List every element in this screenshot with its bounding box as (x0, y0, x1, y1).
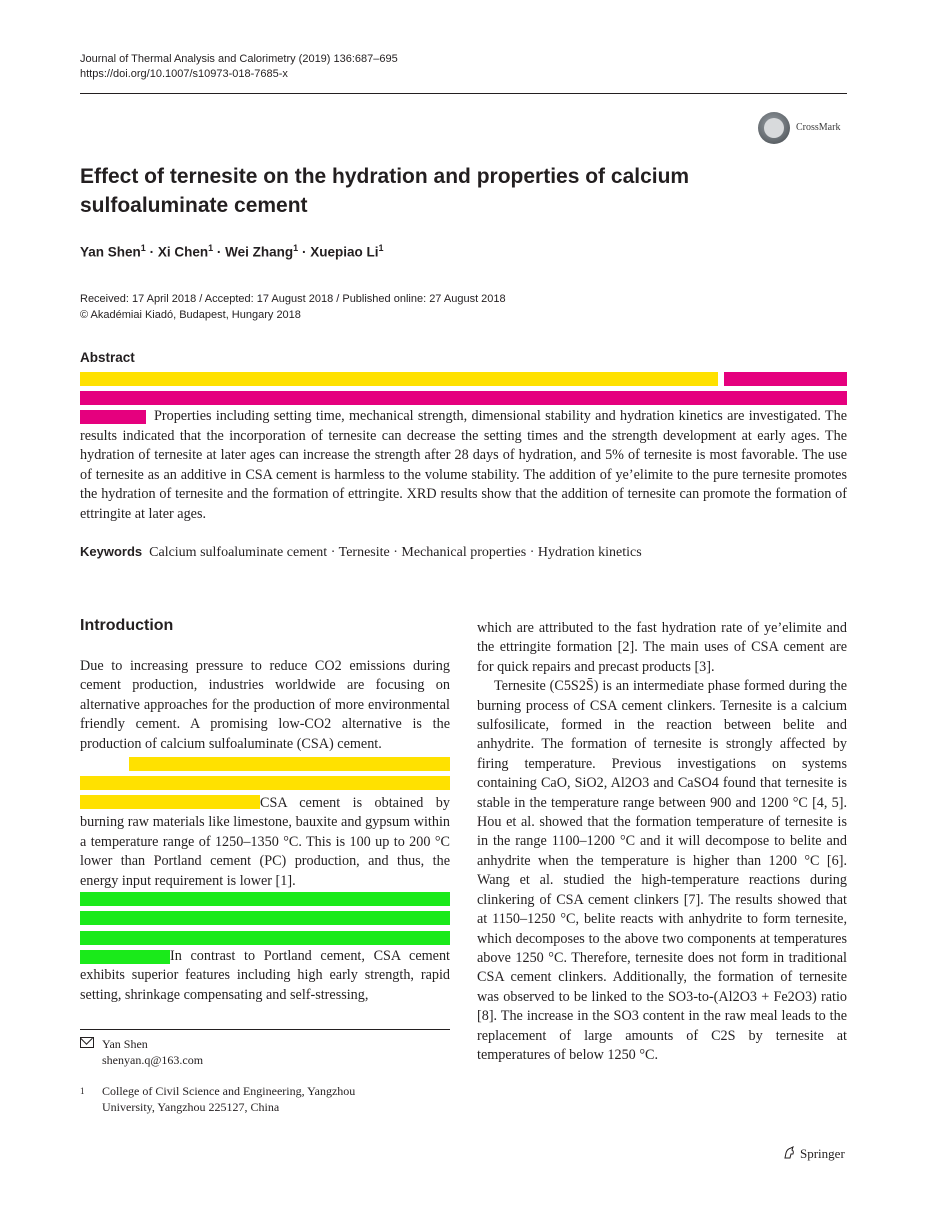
publication-dates: Received: 17 April 2018 / Accepted: 17 August 2018 / Published online: 27 August 2018 © Akadémiai Kiadó, Budapest, Hungary 2018 (80, 293, 506, 321)
intro-col2-paragraph: Ternesite (C5S2S̄) is an intermediate phase formed during the burning process of CSA cement clinkers. Ternesite is a calcium sulfosilicate, formed in the reaction between belite and anhydrite. The formation of ternesite is strongly affected by firing temperature. Previous investigations on systems containing CaO, SiO2, Al2O3 and CaSO4 found that ternesite is stable in the temperature range between 900 and 1200 °C [4, 5]. Hou et al. showed that the formation temperature of ternesite is in the range 1100–1200 °C and it will decompose to belite and anhydrite when the temperature is higher than 1200 °C [6]. Wang et al. studied the high-temperature reactions during clinkering of CSA cement clinkers [7]. The results showed that at 1150–1250 °C, belite reacts with anhydrite to form ternesite, which decomposes to the above two components at temperatures above 1250 °C. Therefore, ternesite does not form in traditional CSA cement clinkers. Additionally, the formation of ternesite was observed to be linked to the SO3-to-(Al2O3 + Fe2O3) ratio [8]. The increase in the SO3 content in the raw meal leads to the replacement of large amounts of C2S by ternesite at temperatures of below 1250 °C. (477, 678, 847, 1063)
keywords: Keywords Calcium sulfoaluminate cement · Ternesite · Mechanical properties · Hydration kinetics (80, 544, 642, 560)
journal-citation: Journal of Thermal Analysis and Calorimetry (2019) 136:687–695 (80, 53, 398, 65)
author-name[interactable]: Yan Shen (80, 244, 141, 260)
contact-email[interactable]: shenyan.q@163.com (102, 1053, 204, 1067)
springer-horse-icon (782, 1146, 796, 1160)
intro-col2-paragraph: which are attributed to the fast hydration rate of ye’elimite and the ettringite formation [2]. The main uses of CSA cement are for quick repairs and precast products [3]. (477, 620, 847, 675)
journal-header (80, 52, 398, 82)
author-name[interactable]: Wei Zhang (225, 244, 294, 260)
keyword: Hydration kinetics (537, 545, 642, 560)
footnote-rule (80, 1029, 450, 1030)
crossmark-label: CrossMark (796, 122, 841, 133)
redaction-highlight (129, 757, 450, 771)
intro-col1-paragraph-end: In contrast to Portland cement, CSA cement exhibits superior features including high early strength, rapid setting, shrinkage compensating and self-stressing, (80, 948, 450, 1003)
redaction-highlight (724, 372, 847, 386)
redaction-highlight (80, 391, 847, 405)
envelope-icon (80, 1037, 94, 1048)
redaction-highlight (80, 931, 450, 945)
corresponding-author: Yan Shen shenyan.q@163.com (102, 1037, 204, 1067)
redaction-highlight (80, 776, 450, 790)
redaction-highlight (80, 892, 450, 906)
publisher-logo: Springer (782, 1146, 845, 1162)
author-name[interactable]: Xi Chen (157, 244, 209, 260)
redaction-highlight (80, 911, 450, 925)
keywords-label: Keywords (80, 544, 143, 559)
crossmark-icon (758, 112, 790, 144)
intro-col1-paragraph: Due to increasing pressure to reduce CO2 emissions during cement production, industries worldwide are focusing on alternative approaches for the production of more environmental friendly cement. A promising low-CO2 alternative is the production of calcium sulfoaluminate (CSA) cement. (80, 658, 450, 752)
affiliation-text: College of Civil Science and Engineering, Yangzhou University, Yangzhou 225127, China (102, 1084, 356, 1114)
doi-link[interactable]: https://doi.org/10.1007/s10973-018-7685-x (80, 68, 288, 80)
header-rule (80, 93, 847, 94)
intro-col2 (477, 619, 847, 1065)
crossmark-badge[interactable] (758, 112, 850, 146)
intro-col1-paragraph-cont: CSA cement is obtained by burning raw materials like limestone, bauxite and gypsum within a temperature range of 1250–1350 °C. This is 100 up to 200 °C lower than Portland cement (PC) production, and thus, the energy input requirement is lower [1]. (80, 795, 450, 889)
author-list: Yan Shen$^1$ · Xi Chen$^1$ · Wei Zhang$^1$ · Xuepiao Li$^1$ (80, 243, 384, 260)
keyword: Ternesite (338, 545, 390, 560)
redaction-highlight (80, 372, 718, 386)
keyword: Mechanical properties (401, 545, 527, 560)
author-name[interactable]: Xuepiao Li (310, 244, 379, 260)
abstract-heading: Abstract (80, 350, 135, 365)
keyword: Calcium sulfoaluminate cement (149, 545, 328, 560)
section-heading-introduction: Introduction (80, 617, 174, 634)
article-title: Effect of ternesite on the hydration and properties of calcium sulfoaluminate cement (80, 165, 690, 217)
abstract-text: Properties including setting time, mechanical strength, dimensional stability and hydration kinetics are investigated. The results indicated that the incorporation of ternesite can decrease the setting times and the strength development at early ages. The hydration of ternesite at later ages can increase the strength after 28 days of hydration, and 5% of ternesite is most favorable. The use of ternesite as an additive in CSA cement is harmless to the volume stability. The addition of ye’elimite to the pure ternesite promotes the hydration of ternesite and the formation of ettringite. XRD results show that the addition of ternesite can promote the formation of ettringite at later ages. (80, 408, 847, 522)
affiliation-number: 1 (80, 1086, 85, 1096)
